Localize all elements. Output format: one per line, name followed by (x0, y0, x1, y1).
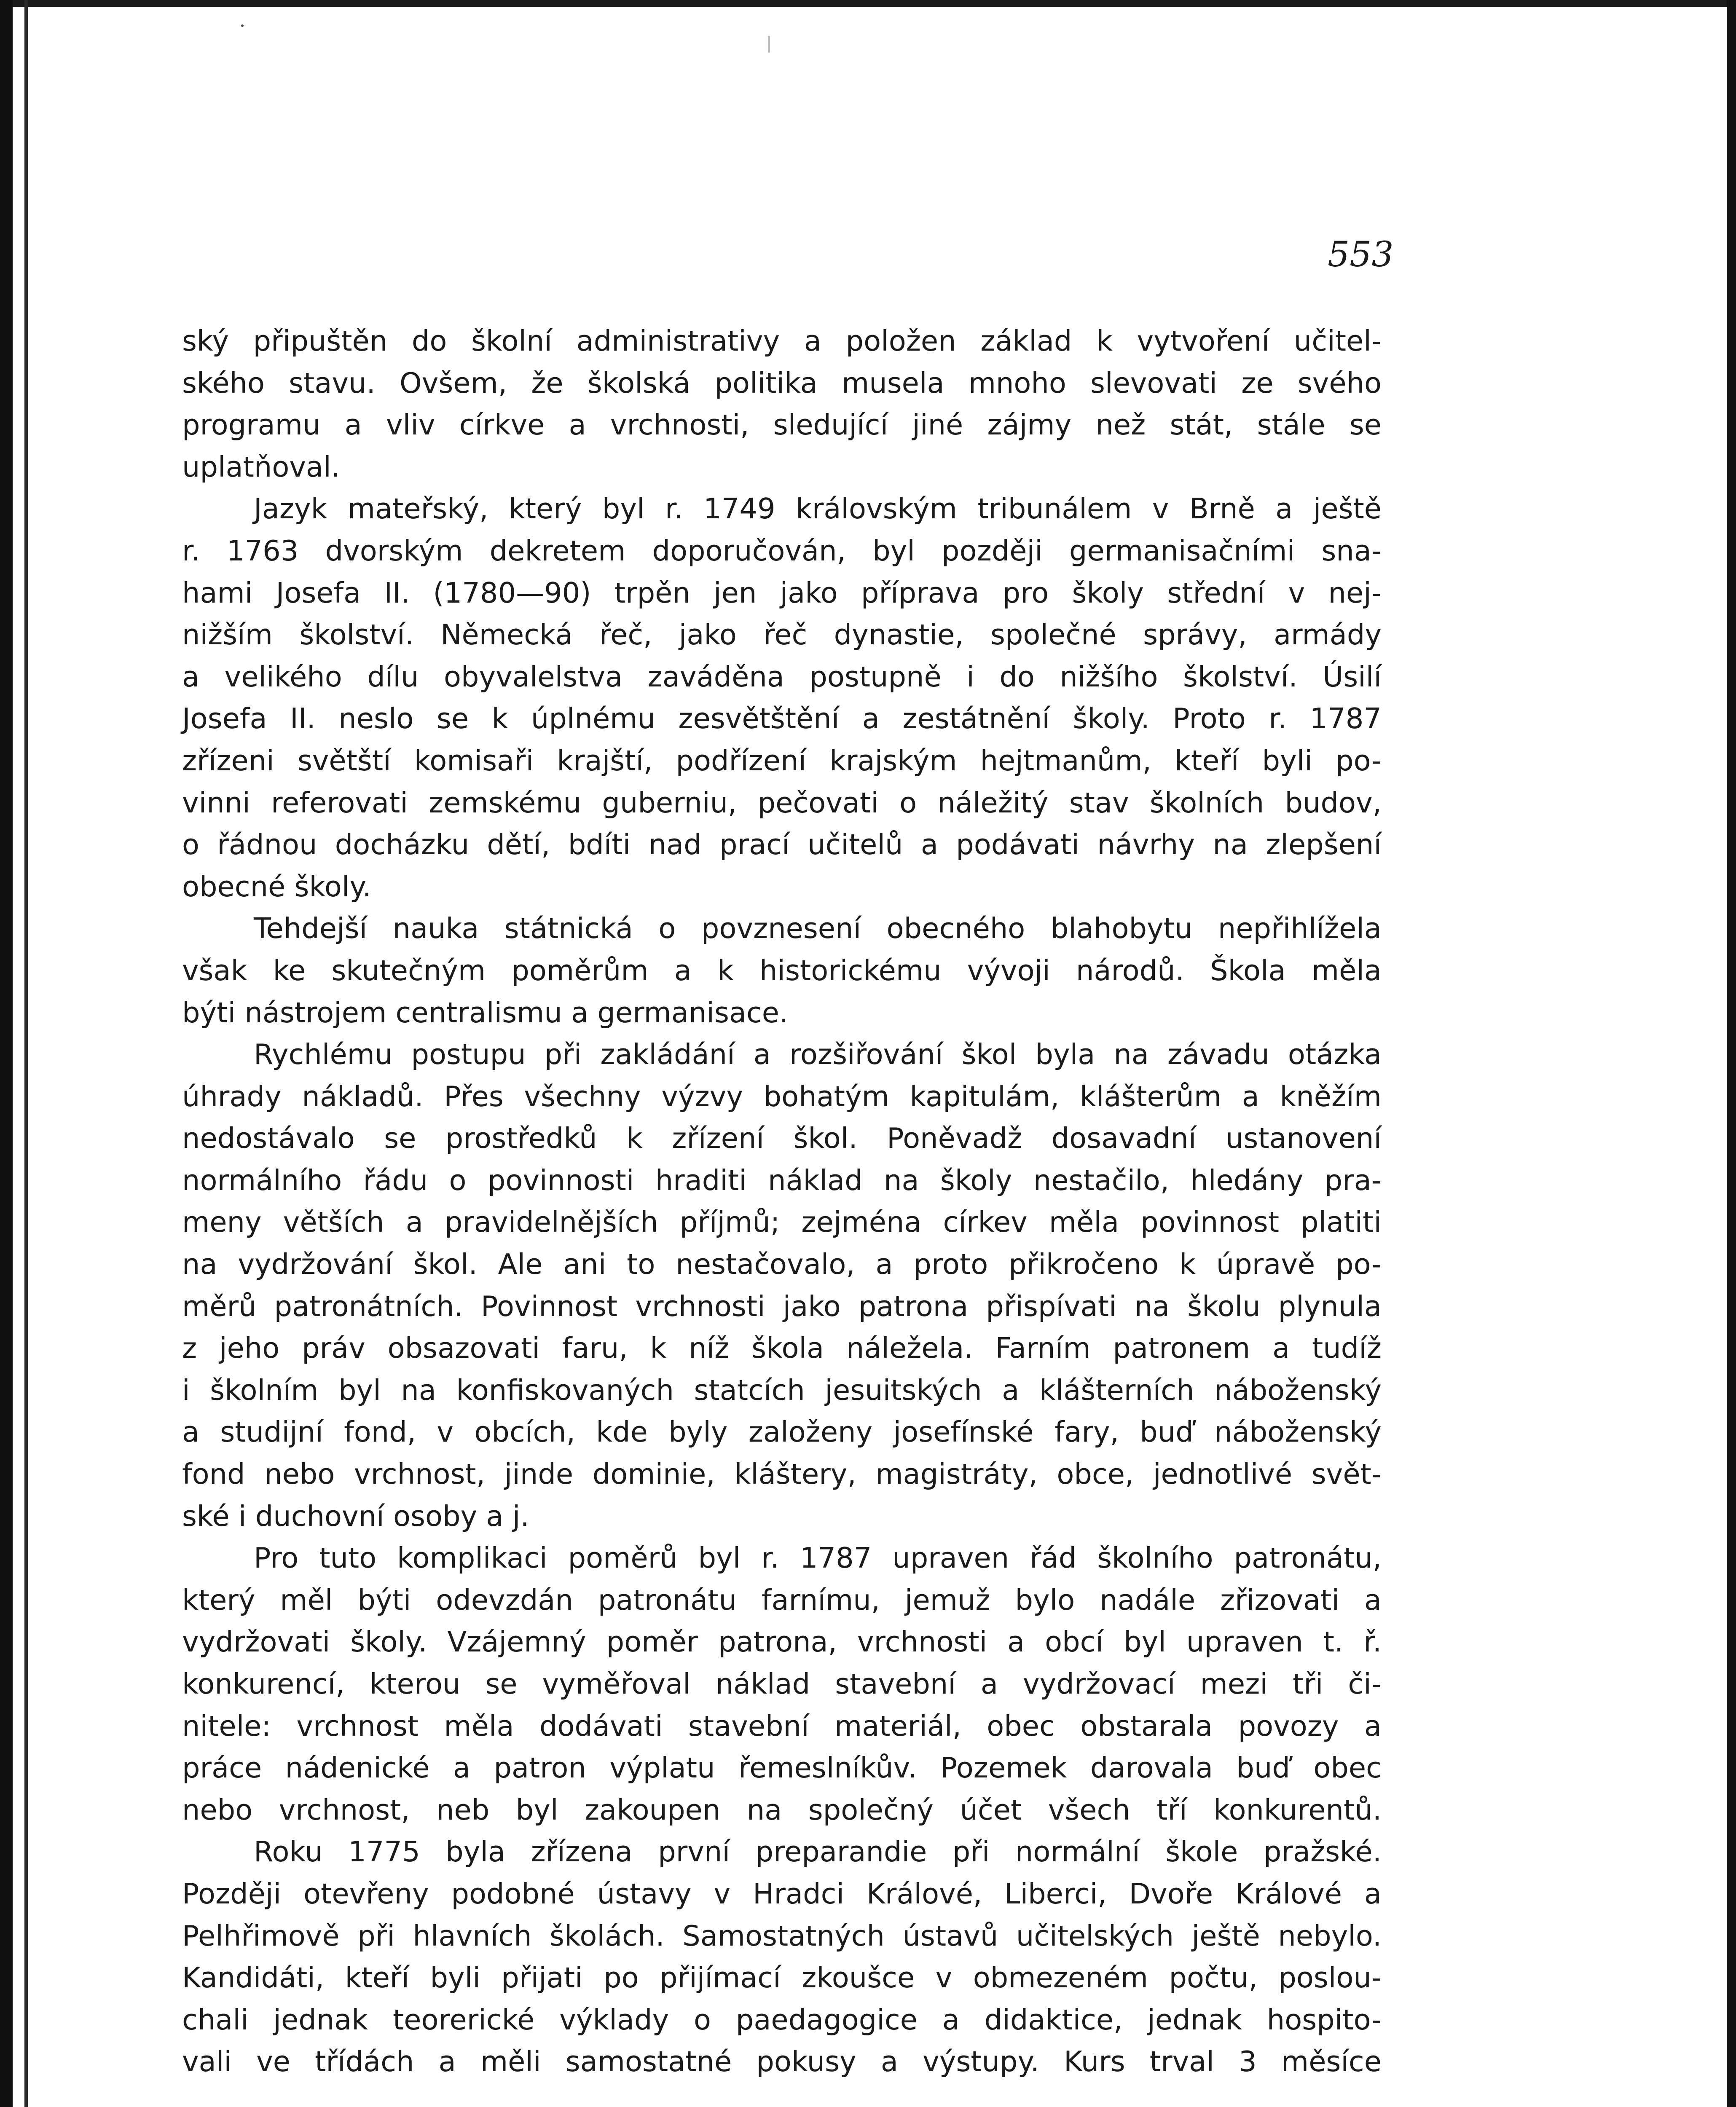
text-line: meny větších a pravidelnějších příjmů; zejména církev měla povinnost platiti (182, 1206, 1382, 1239)
text-line: Rychlému postupu při zakládání a rozšiřování škol byla na závadu otázka (254, 1038, 1382, 1071)
text-line: nižším školství. Německá řeč, jako řeč dynastie, společné správy, armády (182, 618, 1382, 651)
text-line: nebo vrchnost, neb byl zakoupen na společný účet všech tří konkurentů. (182, 1793, 1382, 1826)
text-line: obecné školy. (182, 870, 371, 903)
text-line: býti nástrojem centralismu a germanisace. (182, 996, 789, 1029)
paragraph (182, 908, 1382, 1034)
paragraph (182, 1537, 1382, 1831)
text-line: hami Josefa II. (1780—90) trpěn jen jako příprava pro školy střední v nej- (182, 576, 1382, 609)
text-line: Kandidáti, kteří byli přijati po přijímací zkoušce v obmezeném počtu, poslou- (182, 1961, 1382, 1994)
text-line: Později otevřeny podobné ústavy v Hradci Králové, Liberci, Dvoře Králové a (182, 1877, 1382, 1910)
text-line: fond nebo vrchnost, jinde dominie, kláštery, magistráty, obce, jednotlivé svět- (182, 1458, 1382, 1491)
paragraph (182, 488, 1382, 908)
text-line: konkurencí, kterou se vyměřoval náklad stavební a vydržovací mezi tři či- (182, 1667, 1382, 1700)
text-line: však ke skutečným poměrům a k historickému vývoji národů. Škola měla (182, 954, 1382, 987)
text-line: Pelhřimově při hlavních školách. Samostatných ústavů učitelských ještě nebylo. (182, 1919, 1382, 1952)
body-text (182, 320, 1382, 2083)
text-line: ské i duchovní osoby a j. (182, 1499, 529, 1533)
text-line: Pro tuto komplikaci poměrů byl r. 1787 upraven řád školního patronátu, (254, 1541, 1382, 1575)
text-line: práce nádenické a patron výplatu řemeslníkův. Pozemek darovala buď obec (182, 1751, 1382, 1785)
text-line: a studijní fond, v obcích, kde byly založeny josefínské fary, buď náboženský (182, 1415, 1382, 1449)
text-line: normálního řádu o povinnosti hraditi náklad na školy nestačilo, hledány pra- (182, 1163, 1382, 1197)
text-line: programu a vliv církve a vrchnosti, sledující jiné zájmy než stát, stále se (182, 408, 1382, 442)
text-line: ský připuštěn do školní administrativy a položen základ k vytvoření učitel- (182, 324, 1382, 357)
text-line: měrů patronátních. Povinnost vrchnosti jako patrona přispívati na školu plynula (182, 1289, 1382, 1323)
text-line: na vydržování škol. Ale ani to nestačovalo, a proto přikročeno k úpravě po- (182, 1248, 1382, 1281)
text-line: r. 1763 dvorským dekretem doporučován, byl později germanisačními sna- (182, 534, 1382, 567)
text-line: Josefa II. neslo se k úplnému zesvětštění a zestátnění školy. Proto r. 1787 (182, 702, 1382, 735)
paragraph (182, 1831, 1382, 2083)
text-line: Tehdejší nauka státnická o povznesení obecného blahobytu nepřihlížela (254, 912, 1382, 945)
text-line: Roku 1775 byla zřízena první preparandie při normální škole pražské. (254, 1835, 1382, 1868)
paragraph (182, 320, 1382, 488)
text-line: vydržovati školy. Vzájemný poměr patrona, vrchnosti a obcí byl upraven t. ř. (182, 1625, 1382, 1659)
text-line: ského stavu. Ovšem, že školská politika musela mnoho slevovati ze svého (182, 366, 1382, 399)
page-number: 553 (1328, 235, 1394, 275)
text-line: a velikého dílu obyvalelstva zaváděna postupně i do nižšího školství. Úsilí (182, 660, 1382, 693)
text-line: nedostávalo se prostředků k zřízení škol. Poněvadž dosavadní ustanovení (182, 1122, 1382, 1155)
scan-speck (241, 24, 244, 27)
scan-border-left-inner (24, 0, 28, 2107)
text-line: vali ve třídách a měli samostatné pokusy a výstupy. Kurs trval 3 měsíce (182, 2045, 1382, 2078)
text-line: úhrady nákladů. Přes všechny výzvy bohatým kapitulám, klášterům a kněžím (182, 1080, 1382, 1113)
text-line: který měl býti odevzdán patronátu farnímu, jemuž bylo nadále zřizovati a (182, 1583, 1382, 1616)
scan-speck (768, 36, 770, 53)
scan-border-left (0, 0, 13, 2107)
paragraph (182, 1034, 1382, 1537)
text-line: o řádnou docházku dětí, bdíti nad prací učitelů a podávati návrhy na zlepšení (182, 828, 1382, 861)
text-line: z jeho práv obsazovati faru, k níž škola náležela. Farním patronem a tudíž (182, 1332, 1382, 1365)
text-line: chali jednak teorerické výklady o paedagogice a didaktice, jednak hospito- (182, 2003, 1382, 2036)
text-line: i školním byl na konfiskovaných statcích jesuitských a klášterních náboženský (182, 1373, 1382, 1407)
text-line: uplatňoval. (182, 450, 341, 483)
text-line: vinni referovati zemskému guberniu, pečovati o náležitý stav školních budov, (182, 786, 1382, 819)
text-line: nitele: vrchnost měla dodávati stavební materiál, obec obstarala povozy a (182, 1709, 1382, 1742)
text-line: Jazyk mateřský, který byl r. 1749 královským tribunálem v Brně a ještě (254, 492, 1382, 525)
scan-border-top (0, 0, 1736, 7)
text-line: zřízeni světští komisaři krajští, podřízení krajským hejtmanům, kteří byli po- (182, 744, 1382, 777)
scan-border-right (1727, 0, 1736, 2107)
